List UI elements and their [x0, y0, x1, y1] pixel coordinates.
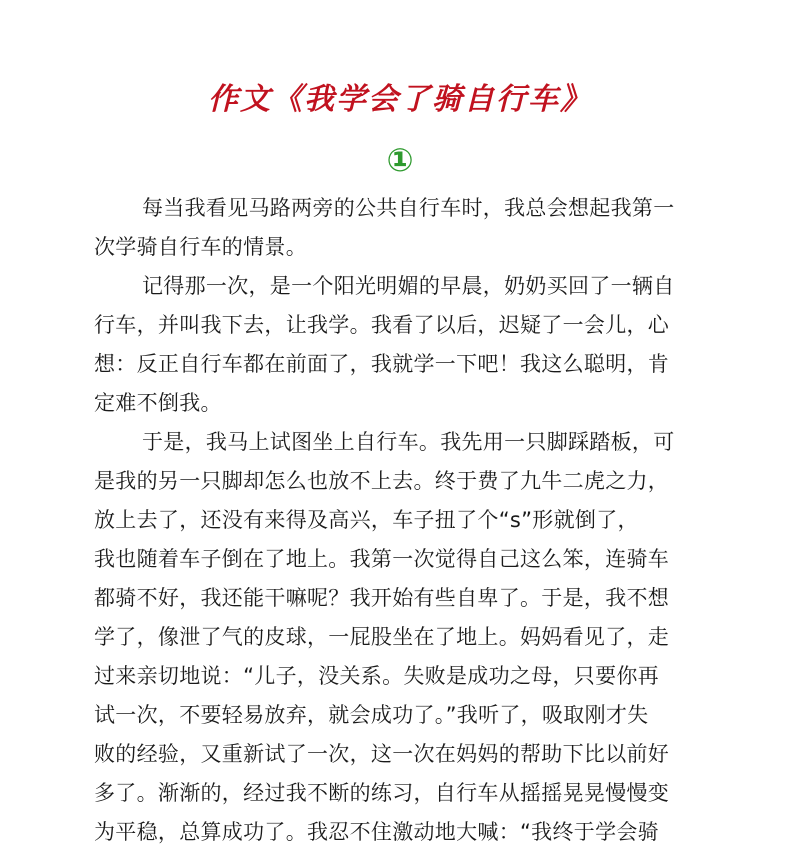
- text-line: 是我的另一只脚却怎么也放不上去。终于费了九牛二虎之力，: [94, 469, 670, 493]
- text-line: 败的经验，又重新试了一次，这一次在妈妈的帮助下比以前好: [94, 742, 670, 766]
- text-line: 我也随着车子倒在了地上。我第一次觉得自己这么笨，连骑车: [94, 547, 670, 571]
- section-number: ①: [386, 141, 414, 179]
- text-line: 定难不倒我。: [94, 391, 222, 415]
- text-line: 次学骑自行车的情景。: [94, 235, 307, 259]
- text-line: 行车，并叫我下去，让我学。我看了以后，迟疑了一会儿，心: [94, 313, 670, 337]
- text-line: 每当我看见马路两旁的公共自行车时，我总会想起我第一: [142, 196, 675, 220]
- text-line: 于是，我马上试图坐上自行车。我先用一只脚踩踏板，可: [142, 430, 675, 454]
- essay-body: [94, 189, 708, 852]
- text-line: 学了，像泄了气的皮球，一屁股坐在了地上。妈妈看见了，走: [94, 625, 670, 649]
- text-line: 想：反正自行车都在前面了，我就学一下吧！我这么聪明，肯: [94, 352, 670, 376]
- text-line: 记得那一次，是一个阳光明媚的早晨，奶奶买回了一辆自: [142, 274, 675, 298]
- text-line: 过来亲切地说：“儿子，没关系。失败是成功之母，只要你再: [94, 664, 659, 688]
- text-line: 试一次，不要轻易放弃，就会成功了。”我听了，吸取刚才失: [94, 703, 649, 727]
- text-line: 放上去了，还没有来得及高兴，车子扭了个“s”形就倒了，: [94, 508, 639, 532]
- essay-title: 作文《我学会了骑自行车》: [208, 82, 592, 117]
- text-line: 多了。渐渐的，经过我不断的练习，自行车从摇摇晃晃慢慢变: [94, 781, 670, 805]
- text-line: 为平稳，总算成功了。我忍不住激动地大喊：“我终于学会骑: [94, 820, 659, 844]
- text-line: 都骑不好，我还能干嘛呢？我开始有些自卑了。于是，我不想: [94, 586, 670, 610]
